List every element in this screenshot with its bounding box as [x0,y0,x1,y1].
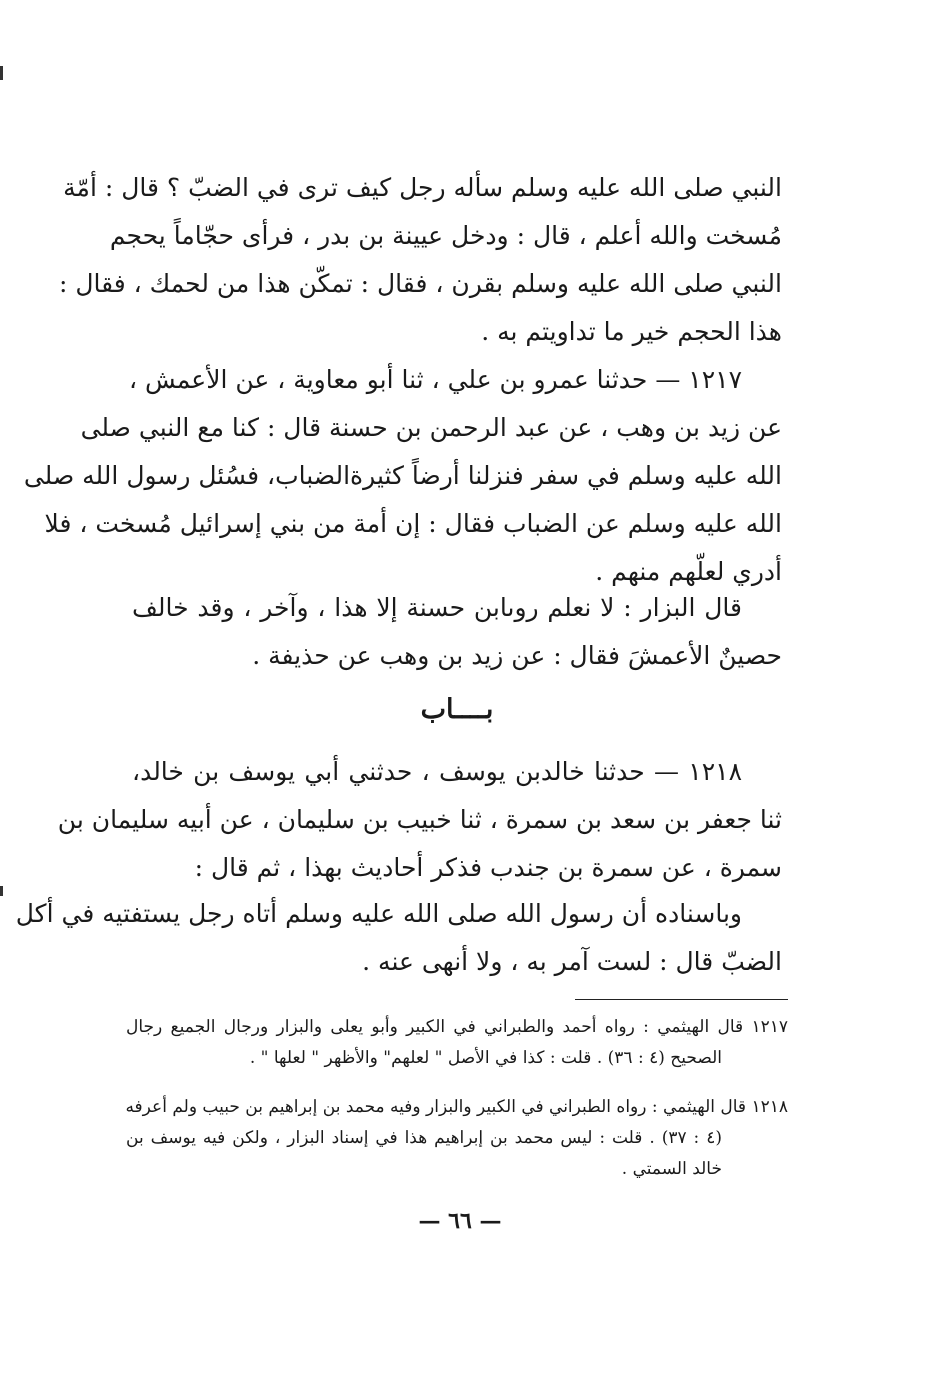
footnote-1218 [126,1092,788,1185]
text-line: مُسخت والله أعلم ، قال : ودخل عيينة بن بدر ، فرأى حجّاماً يحجم [109,221,782,250]
footnote-line: الصحيح (٤ : ٣٦) . قلت : كذا في الأصل " لعلهم" والأظهر " لعلها " . [249,1048,722,1068]
isnad-paragraph [15,890,782,986]
text-line: سمرة ، عن سمرة بن جندب فذكر أحاديث بهذا ، ثم قال : [194,853,782,882]
text-line: قال البزار : لا نعلم روىابن حسنة إلا هذا ، وآخر ، وقد خالف [132,593,742,622]
text-line: وباسناده أن رسول الله صلى الله عليه وسلم أتاه رجل يستفتيه في أكل [15,899,742,928]
footnote-line: ١٢١٨ قال الهيثمي : رواه الطبراني في الكبير والبزار وفيه محمد بن إبراهيم بن حبيب ولم أعرفه [125,1097,788,1117]
paragraph-continuation [58,164,782,356]
page-number: — ٦٦ — [418,1208,502,1234]
text-line: الله عليه وسلم عن الضباب فقال : إن أمة من بني إسرائيل مُسخت ، فلا [44,509,782,538]
footnote-line: ١٢١٧ قال الهيثمي : رواه أحمد والطبراني في الكبير وأبو يعلى والبزار ورجال الجميع رجال [126,1017,788,1037]
scan-edge-mark [0,66,3,80]
text-line: حصينٌ الأعمشَ فقال : عن زيد بن وهب عن حذيفة . [252,641,782,670]
footnote-separator [575,999,788,1000]
chapter-heading: بــــاب [420,694,494,725]
text-line: أدري لعلّهم منهم . [595,557,782,586]
footnote-1217 [126,1012,788,1074]
text-line: عن زيد بن وهب ، عن عبد الرحمن بن حسنة قال : كنا مع النبي صلى [80,413,782,442]
hadith-1218 [57,748,782,892]
text-line: ١٢١٧ — حدثنا عمرو بن علي ، ثنا أبو معاوية ، عن الأعمش ، [128,365,742,394]
footnote-line: (٤ : ٣٧) . قلت : ليس محمد بن إبراهيم هذا في إسناد البزار ، ولكن فيه يوسف بن [126,1128,722,1148]
text-line: الضبّ قال : لست آمر به ، ولا أنهى عنه . [362,947,782,976]
text-line: ثنا جعفر بن سعد بن سمرة ، ثنا خبيب بن سليمان ، عن أبيه سليمان بن [57,805,782,834]
text-line: ١٢١٨ — حدثنا خالدبن يوسف ، حدثني أبي يوسف بن خالد، [132,757,742,786]
text-line: الله عليه وسلم في سفر فنزلنا أرضاً كثيرةالضباب، فسُئل رسول الله صلى [23,461,782,490]
text-line: النبي صلى الله عليه وسلم سأله رجل كيف ترى في الضبّ ؟ قال : أمّة [63,173,782,202]
scan-edge-mark [0,886,3,896]
text-line: النبي صلى الله عليه وسلم بقرن ، فقال : تمكّن هذا من لحمك ، فقال : [58,269,782,298]
text-line: هذا الحجم خير ما تداويتم به . [481,317,782,346]
bazzar-comment [132,584,782,680]
footnote-line: خالد السمتي . [621,1159,722,1179]
hadith-1217 [23,356,782,596]
